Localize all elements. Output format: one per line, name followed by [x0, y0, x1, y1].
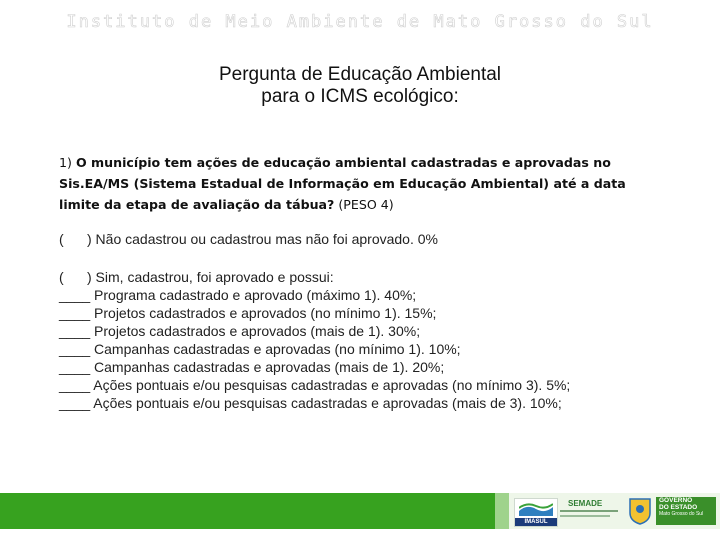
- government-logo-box: [656, 497, 716, 525]
- semade-logo: [560, 499, 620, 523]
- list-item[interactable]: ____ Programa cadastrado e aprovado (máximo 1). 40%;: [59, 287, 417, 303]
- footer-bar: [0, 493, 720, 529]
- list-item[interactable]: ____ Projetos cadastrados e aprovados (no mínimo 1). 15%;: [59, 305, 437, 321]
- question-weight: (PESO 4): [338, 197, 394, 212]
- option-no: [59, 230, 438, 248]
- option-no-checkbox[interactable]: (: [59, 231, 64, 247]
- gov-line-3: Mato Grosso do Sul: [659, 511, 704, 517]
- list-item[interactable]: ____ Projetos cadastrados e aprovados (mais de 1). 30%;: [59, 323, 421, 339]
- option-yes: [59, 268, 570, 412]
- state-crest-icon: [628, 497, 652, 525]
- imasul-logo: [514, 498, 558, 527]
- government-logo: [628, 497, 718, 527]
- list-item[interactable]: ____ Campanhas cadastradas e aprovadas (mais de 1). 20%;: [59, 359, 445, 375]
- title-line-2: para o ICMS ecológico:: [261, 86, 459, 107]
- institute-watermark: Instituto de Meio Ambiente de Mato Grosso do Sul: [66, 12, 654, 32]
- option-yes-label: ) Sim, cadastrou, foi aprovado e possui:: [87, 269, 334, 285]
- title-line-1: Pergunta de Educação Ambiental: [218, 64, 502, 85]
- list-item[interactable]: ____ Ações pontuais e/ou pesquisas cadastradas e aprovadas (no mínimo 3). 5%;: [59, 377, 571, 393]
- page-title: [0, 64, 720, 108]
- list-item[interactable]: ____ Ações pontuais e/ou pesquisas cadastradas e aprovadas (mais de 3). 10%;: [59, 395, 562, 411]
- question-number: 1): [59, 155, 72, 170]
- footer-light-band: [495, 493, 509, 529]
- option-yes-checkbox[interactable]: (: [59, 269, 64, 285]
- question-text: O município tem ações de educação ambiental cadastradas e aprovadas no Sis.EA/MS (Sistema Estadual de Informação em Educação Ambiental) até a data limite da etapa de avaliação da tábua?: [59, 155, 626, 212]
- option-no-label: ) Não cadastrou ou cadastrou mas não foi aprovado. 0%: [87, 231, 438, 247]
- list-item[interactable]: ____ Campanhas cadastradas e aprovadas (no mínimo 1). 10%;: [59, 341, 461, 357]
- question-1: [59, 152, 659, 215]
- imasul-wave-icon: [519, 502, 553, 516]
- gov-line-1: GOVERNO: [659, 497, 693, 504]
- semade-fine-print-2: [560, 515, 610, 517]
- gov-line-2: DO ESTADO: [659, 504, 698, 511]
- semade-fine-print: [560, 510, 618, 512]
- semade-logo-text: SEMADE: [568, 499, 603, 508]
- imasul-logo-text: IMASUL: [515, 518, 557, 526]
- footer-green-band: [0, 493, 495, 529]
